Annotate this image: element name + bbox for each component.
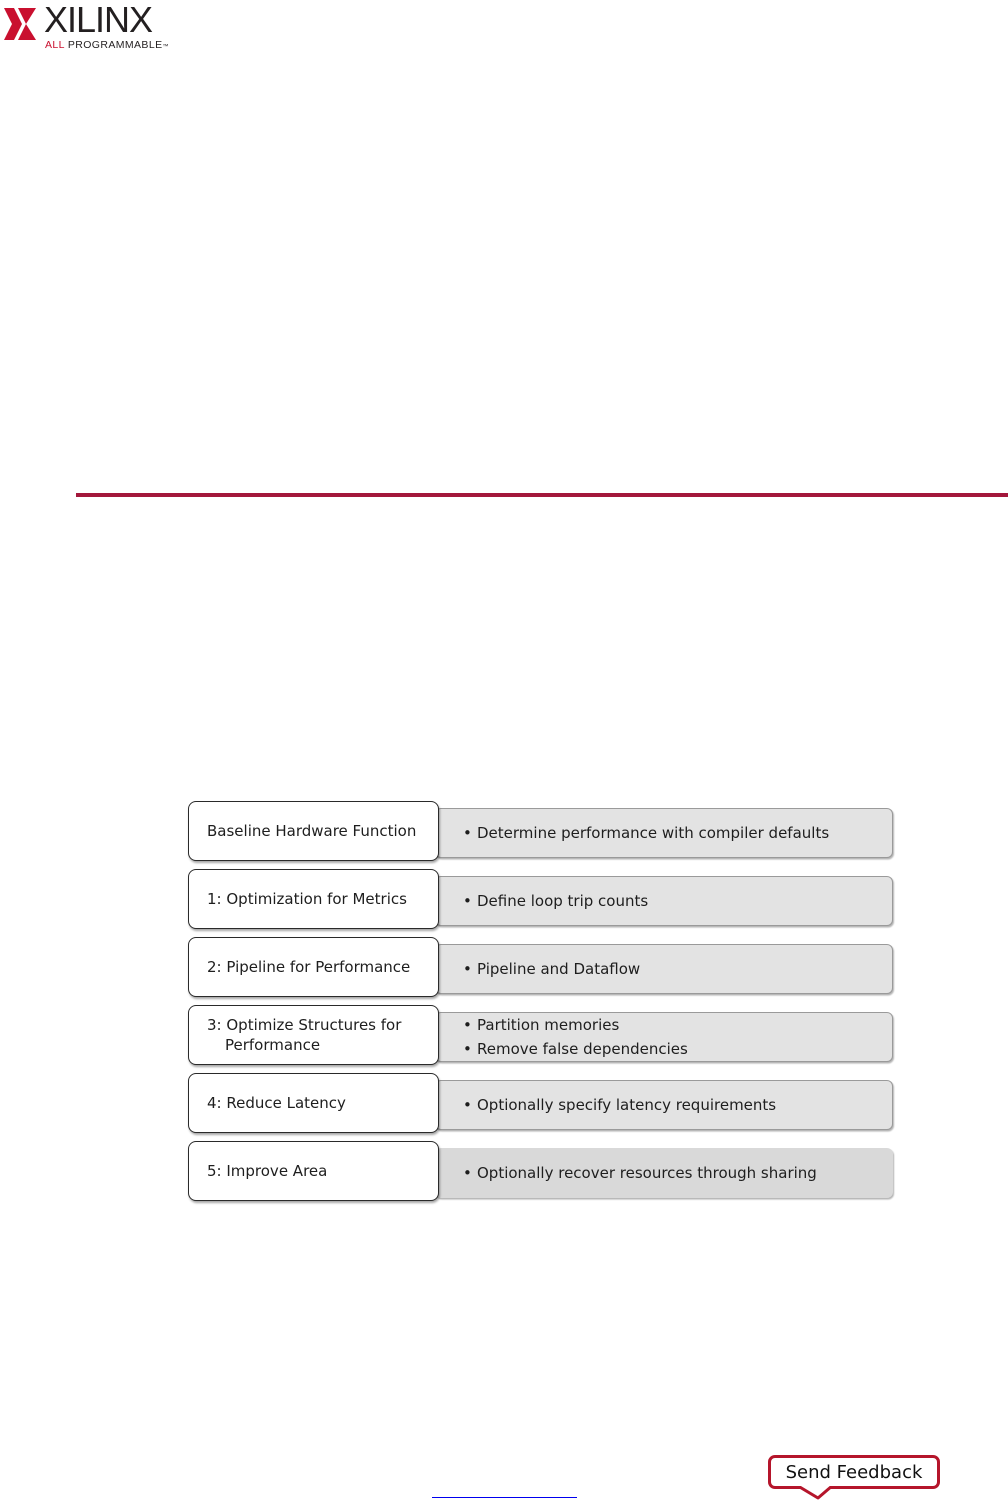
flow-row-step-2 <box>188 937 894 1001</box>
stage-box: 1: Optimization for Metrics <box>188 869 439 929</box>
send-feedback-button[interactable]: Send Feedback <box>768 1455 940 1489</box>
logo-tagline-all: ALL <box>45 39 65 51</box>
flow-row-step-3 <box>188 1005 894 1069</box>
stage-box <box>188 1005 439 1065</box>
speech-bubble-tail-icon <box>796 1486 836 1500</box>
detail-box <box>435 876 893 926</box>
logo-tagline-rest: PROGRAMMABLE <box>64 39 163 51</box>
xilinx-logo <box>2 2 172 52</box>
footer-link[interactable] <box>432 1497 577 1498</box>
detail-bullet: • Define loop trip counts <box>463 889 892 913</box>
section-divider <box>76 493 1008 497</box>
stage-box: 4: Reduce Latency <box>188 1073 439 1133</box>
xilinx-mark-icon <box>2 6 38 42</box>
logo-tagline <box>45 39 169 51</box>
detail-box <box>435 1080 893 1130</box>
flow-row-step-5 <box>188 1141 894 1205</box>
stage-label-line1: 3: Optimize Structures for <box>207 1016 402 1034</box>
stage-box: Baseline Hardware Function <box>188 801 439 861</box>
stage-box: 5: Improve Area <box>188 1141 439 1201</box>
flow-row-baseline <box>188 801 894 865</box>
detail-bullet: • Determine performance with compiler defaults <box>463 821 892 845</box>
detail-box <box>435 944 893 994</box>
detail-bullet: • Optionally specify latency requirements <box>463 1093 892 1117</box>
flow-row-step-1 <box>188 869 894 933</box>
detail-bullet: • Partition memories <box>463 1013 892 1037</box>
detail-box <box>435 808 893 858</box>
detail-bullet: • Remove false dependencies <box>463 1037 892 1061</box>
stage-label-line2: Performance <box>225 1036 321 1054</box>
detail-bullet: • Pipeline and Dataflow <box>463 957 892 981</box>
logo-wordmark: XILINX <box>44 0 153 40</box>
flow-row-step-4 <box>188 1073 894 1137</box>
optimization-flow-diagram <box>188 801 894 1207</box>
detail-box <box>435 1012 893 1062</box>
stage-box: 2: Pipeline for Performance <box>188 937 439 997</box>
logo-tagline-tm: ™ <box>162 44 169 50</box>
detail-box <box>435 1148 893 1198</box>
detail-bullet: • Optionally recover resources through sharing <box>463 1161 892 1185</box>
